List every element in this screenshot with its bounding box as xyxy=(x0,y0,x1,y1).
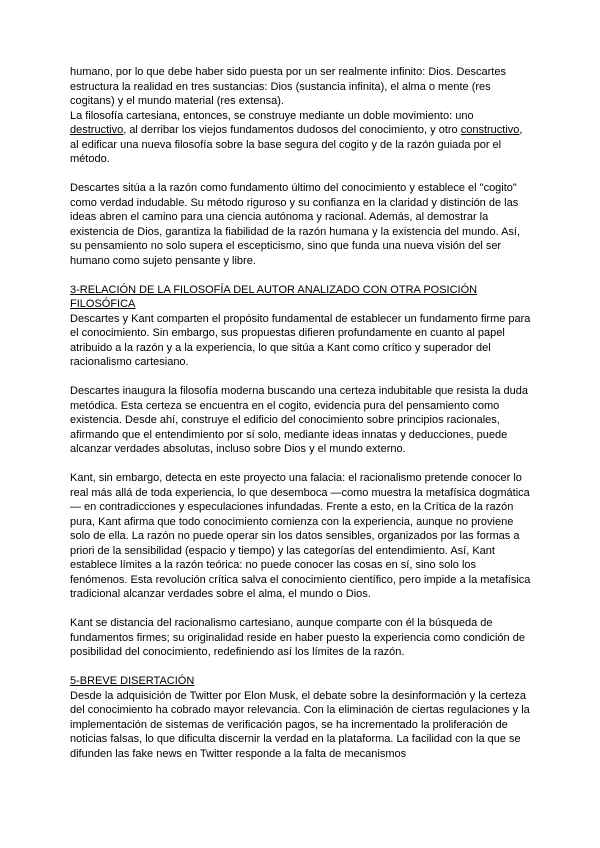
paragraph-tres-sustancias xyxy=(70,65,532,109)
text-segment: Kant, sin embargo, detecta en este proyecto una falacia: el racionalismo pretende conocer lo real más allá de toda experiencia, lo que desemboca —como muestra la metafísica dogmática— en contradicciones y especulaciones infundadas. Frente a esto, en la Crítica de la razón pura, Kant afirma que todo conocimiento comienza con la experiencia, aunque no proviene solo de ella. La razón no puede operar sin los datos sensibles, organizados por las formas a priori de la sensibilidad (espacio y tiempo) y las categorías del entendimiento. Así, Kant establece límites a la razón teórica: no puede conocer las cosas en sí, sino solo los fenómenos. Esta revolución crítica salva el conocimiento científico, pero impide a la metafísica tradicional alcanzar verdades sobre el alma, el mundo o Dios. xyxy=(70,472,531,600)
paragraph-descartes-certeza xyxy=(70,384,532,457)
paragraph-kant-distancia xyxy=(70,616,532,660)
text-segment: Desde la adquisición de Twitter por Elon Musk, el debate sobre la desinformación y la certeza del conocimiento ha cobrado mayor relevancia. Con la eliminación de ciertas regulaciones y la implementación de sistemas de verificación pagos, se ha incrementado la proliferación de noticias falsas, lo que dificulta discernir la verdad en la plataforma. La facilidad con la que se difunden las fake news en Twitter responde a la falta de mecanismos xyxy=(70,689,530,760)
paragraph-kant-falacia xyxy=(70,471,532,602)
paragraph-descartes-cogito xyxy=(70,181,532,268)
text-segment: La filosofía cartesiana, entonces, se construye mediante un doble movimiento: uno xyxy=(70,109,474,122)
text-segment: , al derribar los viejos fundamentos dudosos del conocimiento, y otro xyxy=(123,124,461,136)
text-segment: Descartes inaugura la filosofía moderna buscando una certeza indubitable que resista la duda metódica. Esta certeza se encuentra en el cogito, evidencia pura del pensamiento como existencia. Desde ahí, construye el edificio del conocimiento sobre principios racionales, afirmando que el entendimiento por sí solo, mediante ideas innatas y deducciones, puede alcanzar verdades absolutas, incluso sobre Dios y el mundo externo. xyxy=(70,385,529,455)
underlined-text: destructivo xyxy=(70,124,124,136)
text-segment: 3-RELACIÓN DE LA FILOSOFÍA DEL AUTOR ANALIZADO CON OTRA POSICIÓN FILOSÓFICA xyxy=(70,283,478,310)
paragraph-twitter-desinformacion xyxy=(70,689,532,762)
text-segment: Kant se distancia del racionalismo cartesiano, aunque comparte con él la búsqueda de fundamentos firmes; su originalidad reside en haber puesto la experiencia como condición de posibilidad del conocimiento, redefiniendo así los límites de la razón. xyxy=(70,617,525,658)
underlined-text: constructivo xyxy=(460,124,520,136)
text-segment: Descartes sitúa a la razón como fundamento último del conocimiento y establece el "cogito" como verdad indudable. Su método riguroso y su confianza en la claridad y distinción de las ideas abren el camino para una ciencia autónoma y racional. Además, al demostrar la existencia de Dios, garantiza la fiabilidad de la razón humana y la existencia del mundo. Así, su pensamiento no solo supera el escepticismo, sino que funda una nueva visión del ser humano como sujeto pensante y libre. xyxy=(70,182,521,267)
paragraph-doble-movimiento xyxy=(70,109,532,167)
text-segment: humano, por lo que debe haber sido puesta por un ser realmente infinito: Dios. Descartes estructura la realidad en tres sustancias: Dios (sustancia infinita), el alma o mente (res cogitans) y el mundo material (res extensa). xyxy=(70,66,506,107)
paragraph-descartes-kant-proposito xyxy=(70,312,532,370)
heading-breve-disertacion xyxy=(70,674,532,689)
text-segment: Descartes y Kant comparten el propósito fundamental de establecer un fundamento firme para el conocimiento. Sin embargo, sus propuestas difieren profundamente en cuanto al papel atribuido a la razón y a la experiencia, lo que sitúa a Kant como crítico y superador del racionalismo cartesiano. xyxy=(70,312,531,368)
text-segment: , al edificar una nueva filosofía sobre la base segura del cogito y de la razón guiada por el método. xyxy=(70,124,523,165)
heading-relacion-filosofia xyxy=(70,283,532,312)
text-segment: 5-BREVE DISERTACIÓN xyxy=(70,675,195,687)
